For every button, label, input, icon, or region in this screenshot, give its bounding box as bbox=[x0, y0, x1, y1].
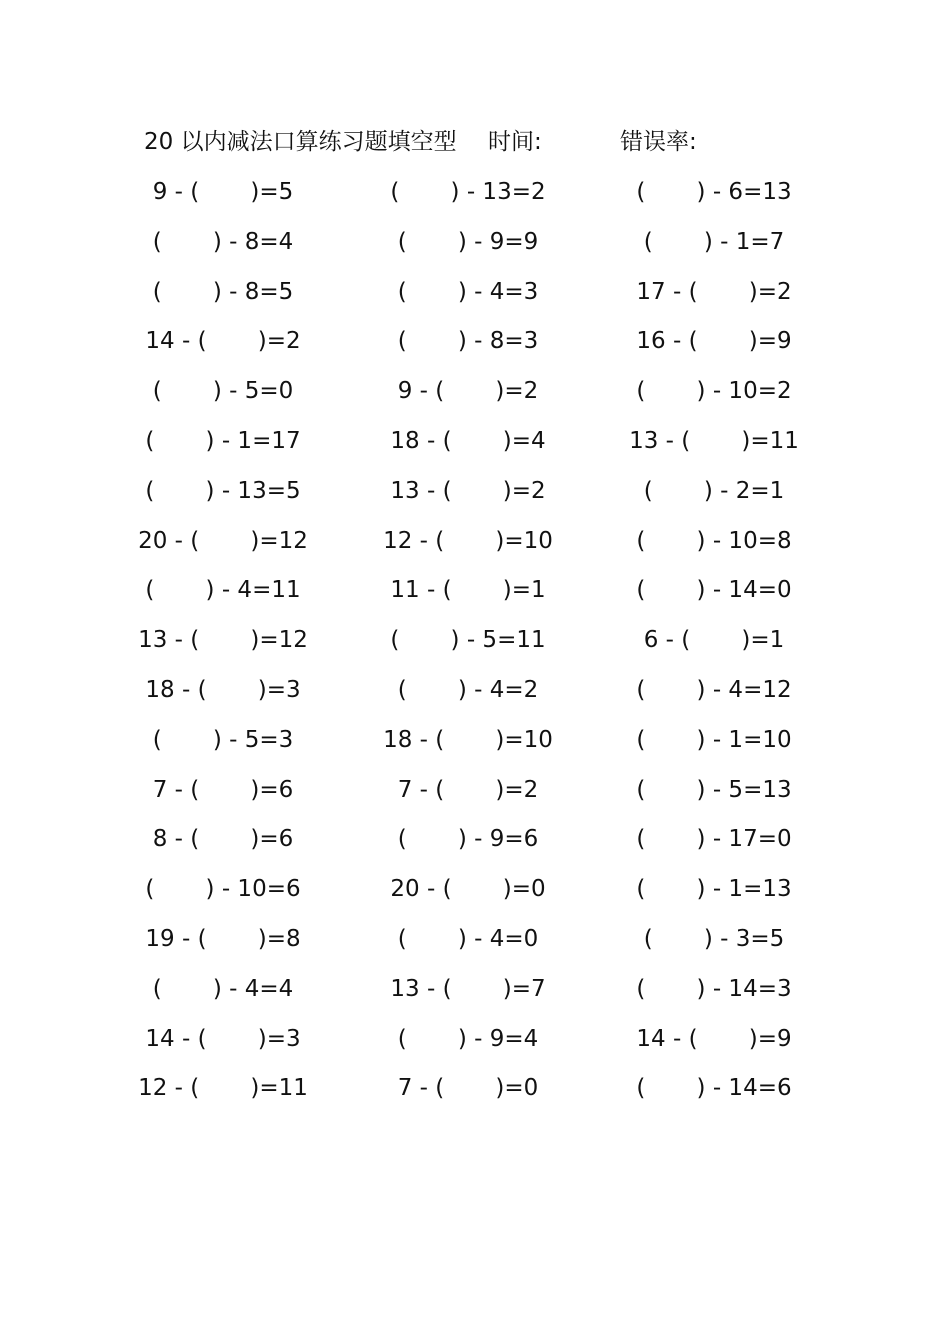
problem-item: ( ) - 13=2 bbox=[390, 179, 546, 205]
problem-item: 9 - ( )=5 bbox=[152, 179, 294, 205]
problem-item: 18 - ( )=4 bbox=[390, 427, 546, 454]
problem-item: ( ) - 10=8 bbox=[636, 527, 792, 554]
problem-item: ( ) - 4=0 bbox=[397, 925, 539, 952]
problem-item: ( ) - 14=0 bbox=[636, 577, 792, 604]
problem-item: 16 - ( )=9 bbox=[636, 328, 792, 355]
problem-item: ( ) - 6=13 bbox=[636, 179, 792, 205]
problem-item: 17 - ( )=2 bbox=[636, 278, 792, 305]
problem-row bbox=[0, 969, 950, 1019]
problem-item: 9 - ( )=2 bbox=[397, 378, 539, 405]
problem-item: ( ) - 9=4 bbox=[397, 1025, 539, 1052]
problem-item: ( ) - 8=3 bbox=[397, 328, 539, 355]
problem-row bbox=[0, 521, 950, 571]
problem-row bbox=[0, 1068, 950, 1118]
problem-item: 20 - ( )=0 bbox=[390, 876, 546, 903]
problem-row bbox=[0, 272, 950, 322]
problem-item: ( ) - 17=0 bbox=[636, 826, 792, 853]
problem-row bbox=[0, 321, 950, 371]
problem-item: ( ) - 4=11 bbox=[145, 577, 301, 604]
problem-item: ( ) - 3=5 bbox=[643, 925, 785, 952]
problem-item: 19 - ( )=8 bbox=[145, 925, 301, 952]
problem-row bbox=[0, 421, 950, 471]
problem-item: ( ) - 8=5 bbox=[152, 278, 294, 305]
problem-item: ( ) - 2=1 bbox=[643, 477, 785, 504]
problem-item: 6 - ( )=1 bbox=[643, 627, 785, 654]
problem-item: 14 - ( )=9 bbox=[636, 1025, 792, 1052]
problem-item: ( ) - 4=2 bbox=[397, 676, 539, 703]
problem-row bbox=[0, 819, 950, 869]
problem-item: ( ) - 10=6 bbox=[145, 876, 301, 903]
problem-item: ( ) - 4=12 bbox=[636, 676, 792, 703]
problem-item: 14 - ( )=3 bbox=[145, 1025, 301, 1052]
problem-row bbox=[0, 1019, 950, 1069]
problem-row bbox=[0, 222, 950, 272]
problem-item: 12 - ( )=10 bbox=[383, 527, 553, 554]
problem-item: ( ) - 14=6 bbox=[636, 1075, 792, 1102]
worksheet-title: 20 以内减法口算练习题填空型 bbox=[144, 129, 457, 155]
problem-item: ( ) - 1=13 bbox=[636, 876, 792, 903]
problem-item: ( ) - 10=2 bbox=[636, 378, 792, 405]
problem-row bbox=[0, 172, 950, 222]
error-rate-label: 错误率: bbox=[620, 129, 697, 155]
problem-item: ( ) - 5=13 bbox=[636, 776, 792, 803]
time-label: 时间: bbox=[488, 129, 542, 155]
problem-item: ( ) - 1=7 bbox=[643, 228, 785, 255]
problem-item: 13 - ( )=2 bbox=[390, 477, 546, 504]
problem-item: ( ) - 13=5 bbox=[145, 477, 301, 504]
problem-item: ( ) - 5=11 bbox=[390, 627, 546, 654]
problem-item: ( ) - 1=10 bbox=[636, 726, 792, 753]
problem-item: ( ) - 8=4 bbox=[152, 228, 294, 255]
problem-item: 18 - ( )=3 bbox=[145, 676, 301, 703]
problem-grid bbox=[0, 172, 950, 1118]
problem-row bbox=[0, 670, 950, 720]
problem-item: ( ) - 1=17 bbox=[145, 427, 301, 454]
problem-row bbox=[0, 919, 950, 969]
problem-item: ( ) - 5=0 bbox=[152, 378, 294, 405]
problem-item: 12 - ( )=11 bbox=[138, 1075, 308, 1102]
problem-row bbox=[0, 620, 950, 670]
problem-item: ( ) - 4=4 bbox=[152, 975, 294, 1002]
problem-item: 7 - ( )=6 bbox=[152, 776, 294, 803]
problem-row bbox=[0, 471, 950, 521]
problem-item: 20 - ( )=12 bbox=[138, 527, 308, 554]
problem-row bbox=[0, 570, 950, 620]
problem-row bbox=[0, 770, 950, 820]
problem-item: 18 - ( )=10 bbox=[383, 726, 553, 753]
problem-item: 13 - ( )=7 bbox=[390, 975, 546, 1002]
problem-item: 13 - ( )=11 bbox=[629, 427, 799, 454]
problem-item: ( ) - 5=3 bbox=[152, 726, 294, 753]
problem-item: ( ) - 4=3 bbox=[397, 278, 539, 305]
problem-item: ( ) - 9=6 bbox=[397, 826, 539, 853]
problem-item: 7 - ( )=2 bbox=[397, 776, 539, 803]
problem-item: 8 - ( )=6 bbox=[152, 826, 294, 853]
problem-row bbox=[0, 869, 950, 919]
problem-item: ( ) - 9=9 bbox=[397, 228, 539, 255]
problem-row bbox=[0, 371, 950, 421]
problem-item: ( ) - 14=3 bbox=[636, 975, 792, 1002]
problem-item: 13 - ( )=12 bbox=[138, 627, 308, 654]
problem-row bbox=[0, 720, 950, 770]
problem-item: 14 - ( )=2 bbox=[145, 328, 301, 355]
problem-item: 7 - ( )=0 bbox=[397, 1075, 539, 1102]
problem-item: 11 - ( )=1 bbox=[390, 577, 546, 604]
